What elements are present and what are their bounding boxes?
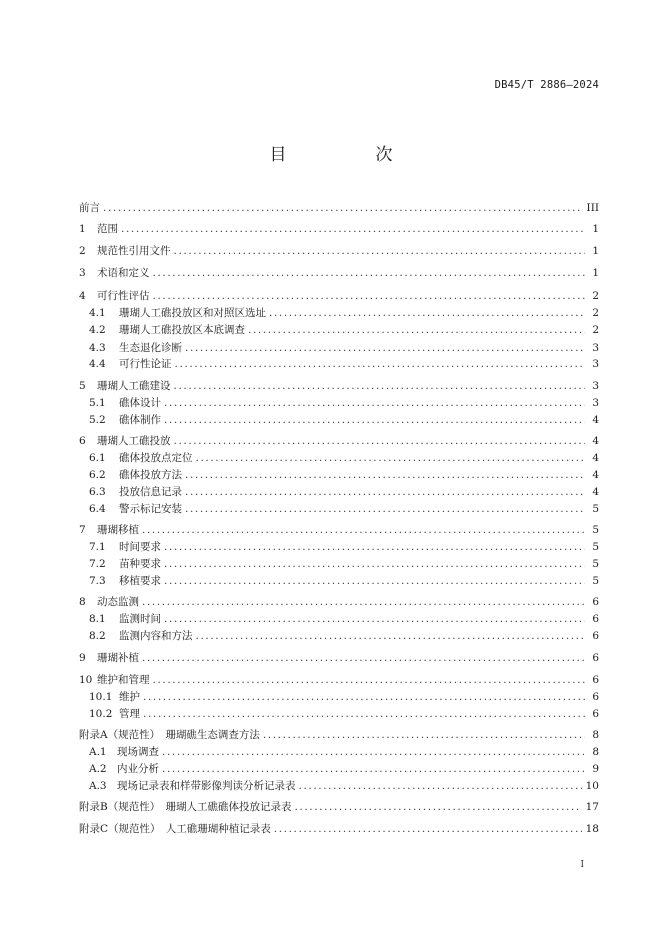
toc-leader-dots <box>263 727 585 743</box>
toc-entry-number: 4.4 <box>89 358 106 370</box>
toc-entry[interactable] <box>89 356 599 372</box>
toc-entry-number: 2 <box>79 245 86 257</box>
toc-entry[interactable] <box>89 395 599 411</box>
page-number: I <box>580 860 584 870</box>
toc-entry-number: 5 <box>79 380 86 392</box>
toc-entry-number: A.3 <box>89 780 107 792</box>
toc-entry-page: 1 <box>592 245 599 257</box>
toc-entry-page: 9 <box>592 763 599 775</box>
toc-leader-dots <box>142 522 585 538</box>
toc-leader-dots <box>162 744 585 760</box>
toc-leader-dots <box>164 412 585 428</box>
toc-leader-dots <box>174 243 586 259</box>
toc-entry-label: 珊瑚人工礁投放 <box>97 435 171 447</box>
toc-entry-number: 8 <box>79 596 86 608</box>
toc-leader-dots <box>185 501 585 517</box>
toc-leader-dots <box>164 611 585 627</box>
toc-entry-page: 4 <box>592 452 599 464</box>
toc-leader-dots <box>294 799 581 815</box>
toc-entry-label: 生态退化诊断 <box>119 342 182 354</box>
page-title: 目 次 <box>269 145 429 165</box>
toc-entry-number: 5.2 <box>89 414 106 426</box>
toc-entry[interactable] <box>89 501 599 517</box>
toc-entry-page: 5 <box>592 541 599 553</box>
toc-entry-page: 6 <box>592 674 599 686</box>
toc-entry-label: 苗种要求 <box>119 558 161 570</box>
toc-entry-page: 2 <box>592 324 599 336</box>
toc-entry-label: 范围 <box>97 223 118 235</box>
toc-entry[interactable] <box>89 761 599 777</box>
toc-entry[interactable] <box>79 221 599 237</box>
toc-leader-dots <box>142 594 585 610</box>
toc-entry-label: 附录B（规范性） 珊瑚人工礁礁体投放记录表 <box>79 801 292 813</box>
toc-entry[interactable] <box>79 378 599 394</box>
toc-entry-page: 3 <box>592 380 599 392</box>
toc-entry-page: 5 <box>592 503 599 515</box>
toc-entry[interactable] <box>89 322 599 338</box>
toc-entry-number: 4.1 <box>89 307 106 319</box>
toc-entry[interactable] <box>89 340 599 356</box>
toc-entry-label: 移植要求 <box>119 575 161 587</box>
toc-entry-label: 珊瑚移植 <box>97 524 139 536</box>
toc-entry-page: 18 <box>585 823 599 835</box>
toc-entry[interactable] <box>89 450 599 466</box>
toc-entry-label: 附录A（规范性） 珊瑚礁生态调查方法 <box>79 729 260 741</box>
toc-entry-page: 2 <box>592 290 599 302</box>
toc-leader-dots <box>153 288 586 304</box>
toc-entry[interactable] <box>79 672 599 688</box>
toc-entry[interactable] <box>89 556 599 572</box>
toc-entry[interactable] <box>89 412 599 428</box>
toc-entry-label: 前言 <box>79 202 100 214</box>
toc-entry-number: 10 <box>79 674 93 686</box>
toc-entry-page: 6 <box>592 630 599 642</box>
toc-leader-dots <box>143 706 585 722</box>
toc-entry-number: 6.3 <box>89 486 106 498</box>
toc-entry-page: 5 <box>592 575 599 587</box>
toc-entry-label: 动态监测 <box>97 596 139 608</box>
toc-entry[interactable] <box>79 433 599 449</box>
toc-leader-dots <box>153 672 586 688</box>
toc-entry-number: 1 <box>79 223 86 235</box>
toc-entry-number: 6.1 <box>89 452 106 464</box>
toc-leader-dots <box>185 340 585 356</box>
toc-entry-label: 管理 <box>119 708 140 720</box>
toc-entry-page: 3 <box>592 397 599 409</box>
toc-leader-dots <box>142 650 585 666</box>
toc-leader-dots <box>299 778 582 794</box>
toc-entry-page: 4 <box>592 469 599 481</box>
toc-entry-number: 7 <box>79 524 86 536</box>
toc-entry[interactable] <box>89 689 599 705</box>
toc-entry-label: 珊瑚人工礁投放区和对照区选址 <box>119 307 266 319</box>
toc-entry-page: 5 <box>592 524 599 536</box>
toc-entry[interactable] <box>79 522 599 538</box>
toc-entry-page: 1 <box>592 223 599 235</box>
toc-entry-page: 3 <box>592 358 599 370</box>
toc-entry-label: 监测内容和方法 <box>119 630 193 642</box>
toc-leader-dots <box>103 200 583 216</box>
toc-entry-number: 5.1 <box>89 397 106 409</box>
toc-entry-label: 可行性论证 <box>119 358 172 370</box>
toc-entry-label: 内业分析 <box>117 763 159 775</box>
toc-entry-number: 4.2 <box>89 324 106 336</box>
toc-entry[interactable] <box>89 305 599 321</box>
toc-entry-page: 4 <box>592 435 599 447</box>
toc-entry-label: 监测时间 <box>119 613 161 625</box>
toc-entry-page: 6 <box>592 691 599 703</box>
toc-entry-number: A.1 <box>89 746 107 758</box>
toc-entry[interactable] <box>79 288 599 304</box>
toc-leader-dots <box>143 689 585 705</box>
toc-entry-number: 7.1 <box>89 541 106 553</box>
toc-entry[interactable] <box>79 594 599 610</box>
toc-leader-dots <box>121 221 585 237</box>
toc-entry-page: 3 <box>592 342 599 354</box>
toc-entry-label: 时间要求 <box>119 541 161 553</box>
toc-entry[interactable] <box>79 650 599 666</box>
toc-entry[interactable] <box>79 727 599 743</box>
toc-entry-number: 6 <box>79 435 86 447</box>
toc-entry-label: 珊瑚人工礁投放区本底调查 <box>119 324 245 336</box>
toc-entry[interactable] <box>79 200 599 216</box>
toc-entry-label: 规范性引用文件 <box>97 245 171 257</box>
toc-leader-dots <box>185 484 585 500</box>
toc-entry-label: 可行性评估 <box>97 290 150 302</box>
toc-entry-page: 8 <box>592 729 599 741</box>
toc-entry-number: 9 <box>79 652 86 664</box>
toc-entry-page: 2 <box>592 307 599 319</box>
toc-entry-page: 6 <box>592 652 599 664</box>
toc-entry-label: 礁体制作 <box>119 414 161 426</box>
toc-entry[interactable] <box>79 243 599 259</box>
toc-entry-number: 4.3 <box>89 342 106 354</box>
toc-entry-number: 8.1 <box>89 613 106 625</box>
toc-entry-number: 7.2 <box>89 558 106 570</box>
toc-entry-label: 现场记录表和样带影像判读分析记录表 <box>117 780 296 792</box>
toc-leader-dots <box>196 450 586 466</box>
toc-entry-page: 10 <box>585 780 599 792</box>
toc-entry[interactable] <box>89 467 599 483</box>
toc-leader-dots <box>164 573 585 589</box>
toc-entry-page: 4 <box>592 414 599 426</box>
toc-entry-label: 附录C（规范性） 人工礁珊瑚种植记录表 <box>79 823 271 835</box>
toc-entry-label: 维护和管理 <box>97 674 150 686</box>
toc-entry-label: 现场调查 <box>117 746 159 758</box>
toc-entry-number: 8.2 <box>89 630 106 642</box>
toc-leader-dots <box>162 761 585 777</box>
toc-entry-page: 4 <box>592 486 599 498</box>
toc-entry[interactable] <box>89 484 599 500</box>
toc-entry[interactable] <box>89 573 599 589</box>
toc-entry-label: 礁体设计 <box>119 397 161 409</box>
toc-entry-label: 警示标记安装 <box>119 503 182 515</box>
toc-entry[interactable] <box>89 778 599 794</box>
toc-leader-dots <box>174 378 586 394</box>
toc-entry-page: 5 <box>592 558 599 570</box>
toc-entry-label: 维护 <box>119 691 140 703</box>
toc-entry-number: 4 <box>79 290 86 302</box>
toc-entry-label: 礁体投放点定位 <box>119 452 193 464</box>
toc-leader-dots <box>248 322 585 338</box>
toc-entry-page: 6 <box>592 613 599 625</box>
toc-entry-page: 6 <box>592 596 599 608</box>
toc-entry-page: 17 <box>585 801 599 813</box>
toc-entry[interactable] <box>79 265 599 281</box>
toc-entry-page: 1 <box>592 267 599 279</box>
toc-entry-number: 6.4 <box>89 503 106 515</box>
toc-leader-dots <box>153 265 586 281</box>
document-id: DB45/T 2886—2024 <box>494 79 599 91</box>
toc-entry-label: 礁体投放方法 <box>119 469 182 481</box>
toc-leader-dots <box>269 305 585 321</box>
toc-entry[interactable] <box>89 744 599 760</box>
toc-entry[interactable] <box>89 706 599 722</box>
toc-entry-page: 6 <box>592 708 599 720</box>
toc-entry-label: 珊瑚人工礁建设 <box>97 380 171 392</box>
toc-entry[interactable] <box>89 628 599 644</box>
toc-entry-label: 投放信息记录 <box>119 486 182 498</box>
toc-entry[interactable] <box>89 611 599 627</box>
toc-entry-page: 8 <box>592 746 599 758</box>
toc-entry[interactable] <box>79 799 599 815</box>
toc-entry-number: 10.2 <box>89 708 113 720</box>
toc-leader-dots <box>196 628 586 644</box>
toc-leader-dots <box>185 467 585 483</box>
toc-entry-number: 6.2 <box>89 469 106 481</box>
toc-entry-number: A.2 <box>89 763 107 775</box>
toc-entry-page: III <box>586 202 599 214</box>
toc-leader-dots <box>164 556 585 572</box>
toc-entry[interactable] <box>79 821 599 837</box>
toc-leader-dots <box>274 821 582 837</box>
toc-entry-number: 3 <box>79 267 86 279</box>
toc-leader-dots <box>164 395 585 411</box>
toc-leader-dots <box>175 356 586 372</box>
toc-entry-number: 7.3 <box>89 575 106 587</box>
toc-entry-label: 珊瑚补植 <box>97 652 139 664</box>
toc-leader-dots <box>174 433 586 449</box>
toc-leader-dots <box>164 539 585 555</box>
toc-entry[interactable] <box>89 539 599 555</box>
toc-entry-label: 术语和定义 <box>97 267 150 279</box>
toc-entry-number: 10.1 <box>89 691 113 703</box>
